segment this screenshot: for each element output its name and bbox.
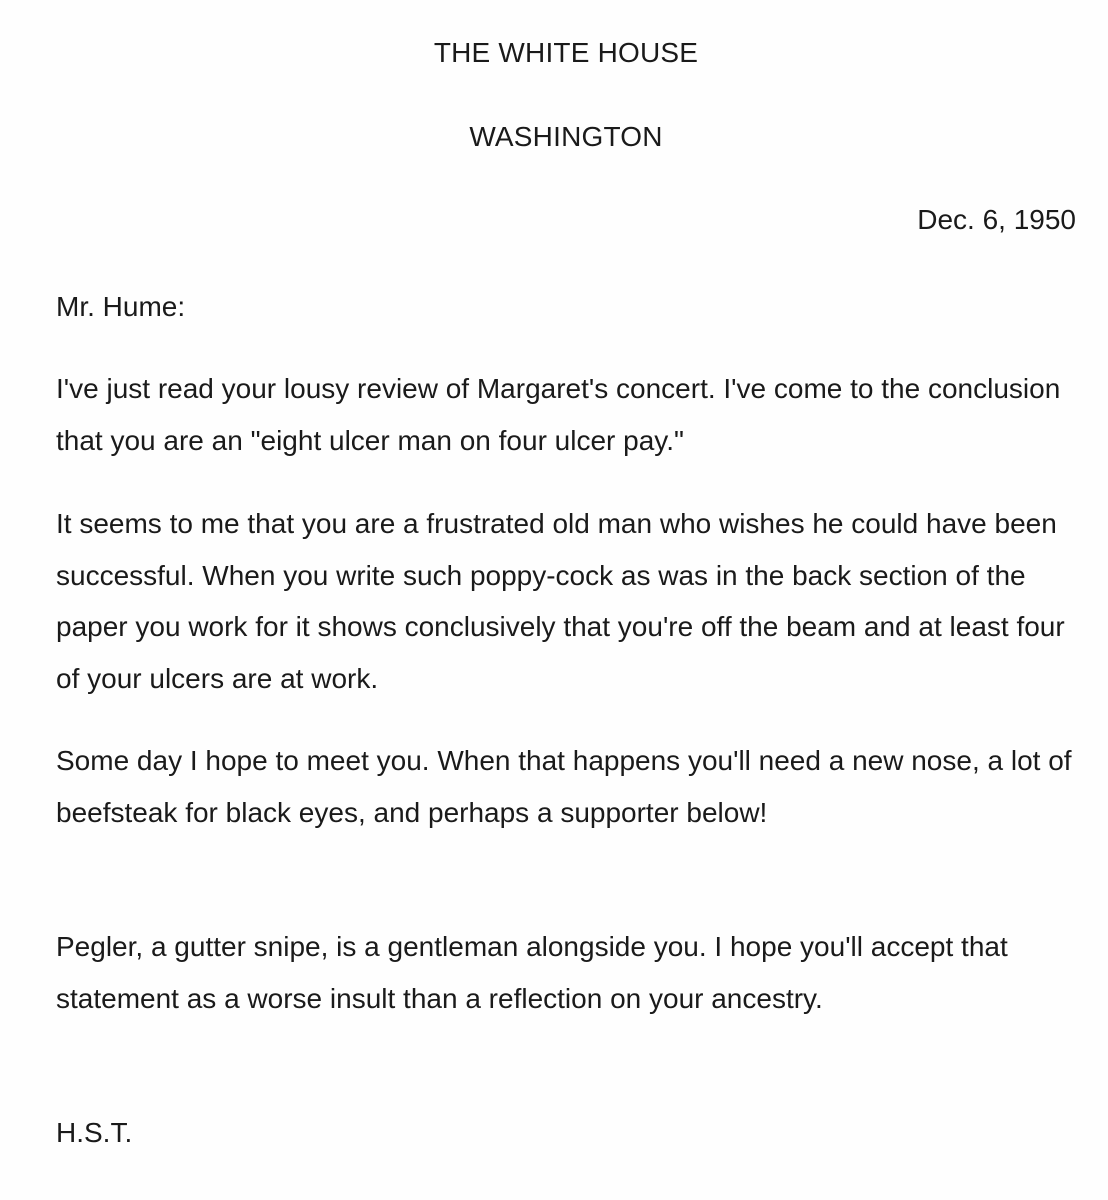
letter-paragraph-3: Some day I hope to meet you. When that happens you'll need a new nose, a lot of beefsteak for black eyes, and perhaps a supporter below! (56, 745, 1072, 828)
letter-paragraph-2: It seems to me that you are a frustrated old man who wishes he could have been successful. When you write such poppy-cock as was in the back section of the paper you work for it shows conclusively that you're off the beam and at least four of your ulcers are at work. (56, 508, 1065, 694)
letter-paragraph-4: Pegler, a gutter snipe, is a gentleman alongside you. I hope you'll accept that statement as a worse insult than a reflection on your ancestry. (56, 931, 1008, 1014)
letter-paragraph-1: I've just read your lousy review of Margaret's concert. I've come to the conclusion that you are an "eight ulcer man on four ulcer pay." (56, 373, 1061, 456)
letter-date: Dec. 6, 1950 (917, 204, 1076, 235)
letterhead-title: THE WHITE HOUSE (433, 37, 699, 68)
letterhead-location: WASHINGTON (469, 121, 663, 152)
letter-salutation: Mr. Hume: (56, 291, 186, 322)
letter-signature: H.S.T. (56, 1117, 133, 1148)
